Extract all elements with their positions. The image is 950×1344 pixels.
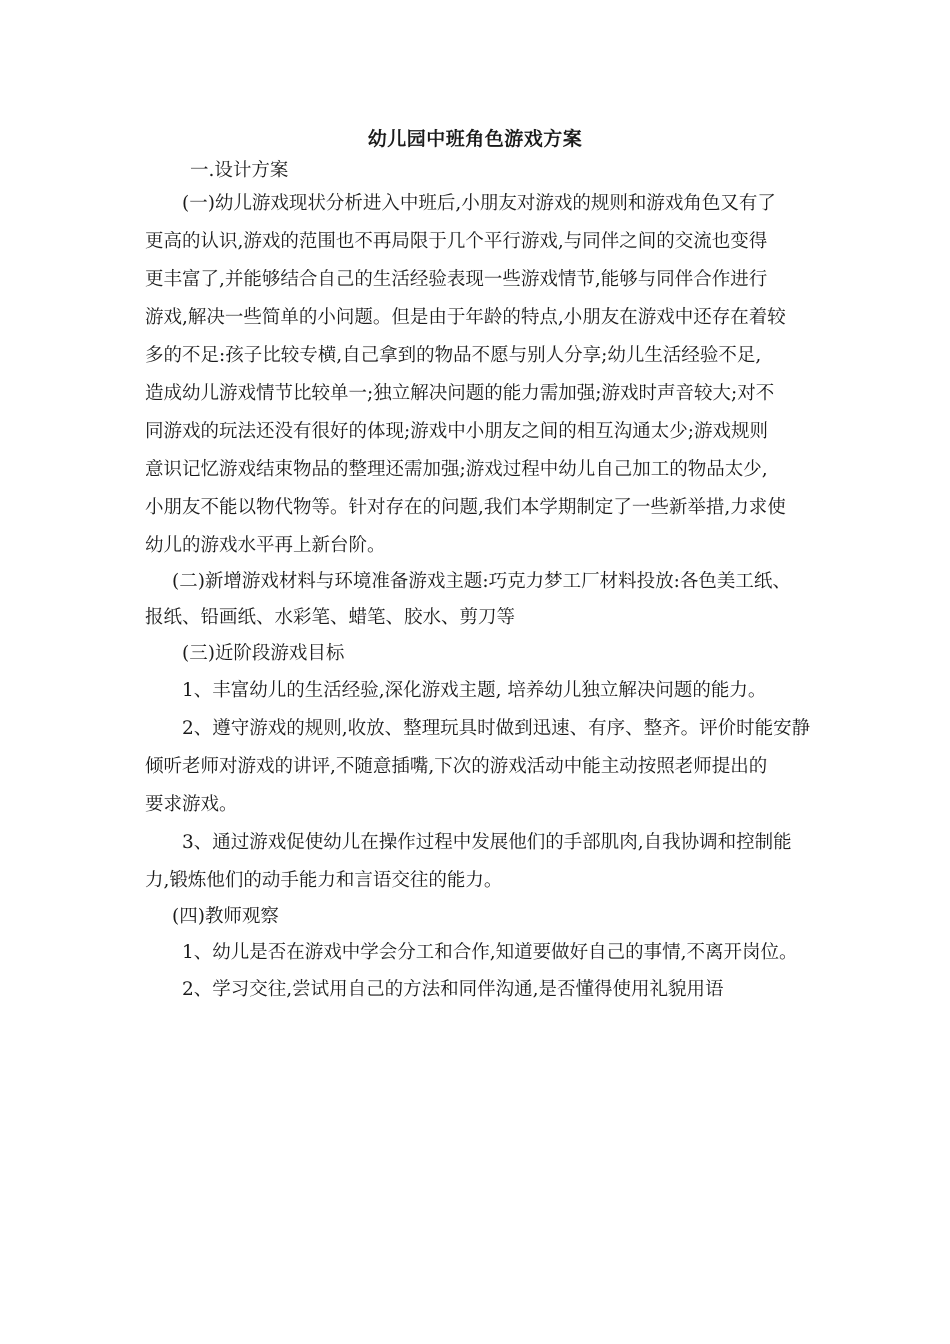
section-heading-design: 一.设计方案 bbox=[190, 160, 289, 181]
observation-item-2: 2、学习交往,尝试用自己的方法和同伴沟通,是否懂得使用礼貌用语 bbox=[182, 979, 724, 1000]
goal-item-3-line-2: 力,锻炼他们的动手能力和言语交往的能力。 bbox=[145, 870, 503, 891]
section-heading-observation: (四)教师观察 bbox=[172, 906, 279, 927]
section-heading-goals: (三)近阶段游戏目标 bbox=[182, 643, 345, 664]
para1-line-9: 小朋友不能以物代物等。针对存在的问题,我们本学期制定了一些新举措,力求使 bbox=[145, 497, 786, 518]
para2-line-1: (二)新增游戏材料与环境准备游戏主题:巧克力梦工厂材料投放:各色美工纸、 bbox=[172, 571, 791, 592]
para1-line-5: 多的不足:孩子比较专横,自己拿到的物品不愿与别人分享;幼儿生活经验不足, bbox=[145, 345, 762, 366]
para1-line-7: 同游戏的玩法还没有很好的体现;游戏中小朋友之间的相互沟通太少;游戏规则 bbox=[145, 421, 768, 442]
document-title: 幼儿园中班角色游戏方案 bbox=[367, 128, 583, 150]
goal-item-3-line-1: 3、通过游戏促使幼儿在操作过程中发展他们的手部肌肉,自我协调和控制能 bbox=[182, 832, 792, 853]
para2-line-2: 报纸、铅画纸、水彩笔、蜡笔、胶水、剪刀等 bbox=[145, 607, 516, 628]
goal-item-2-line-3: 要求游戏。 bbox=[145, 794, 238, 815]
para1-line-1: (一)幼儿游戏现状分析进入中班后,小朋友对游戏的规则和游戏角色又有了 bbox=[182, 193, 776, 214]
para1-line-8: 意识记忆游戏结束物品的整理还需加强;游戏过程中幼儿自己加工的物品太少, bbox=[145, 459, 768, 480]
goal-item-2-line-1: 2、遵守游戏的规则,收放、整理玩具时做到迅速、有序、整齐。评价时能安静 bbox=[182, 718, 811, 739]
para1-line-10: 幼儿的游戏水平再上新台阶。 bbox=[145, 535, 386, 556]
goal-item-2-line-2: 倾听老师对游戏的讲评,不随意插嘴,下次的游戏活动中能主动按照老师提出的 bbox=[145, 756, 768, 777]
para1-line-4: 游戏,解决一些简单的小问题。但是由于年龄的特点,小朋友在游戏中还存在着较 bbox=[145, 307, 786, 328]
para1-line-2: 更高的认识,游戏的范围也不再局限于几个平行游戏,与同伴之间的交流也变得 bbox=[145, 231, 768, 252]
para1-line-6: 造成幼儿游戏情节比较单一;独立解决问题的能力需加强;游戏时声音较大;对不 bbox=[145, 383, 775, 404]
goal-item-1: 1、丰富幼儿的生活经验,深化游戏主题, 培养幼儿独立解决问题的能力。 bbox=[182, 680, 767, 701]
para1-line-3: 更丰富了,并能够结合自己的生活经验表现一些游戏情节,能够与同伴合作进行 bbox=[145, 269, 768, 290]
observation-item-1: 1、幼儿是否在游戏中学会分工和合作,知道要做好自己的事情,不离开岗位。 bbox=[182, 942, 798, 963]
